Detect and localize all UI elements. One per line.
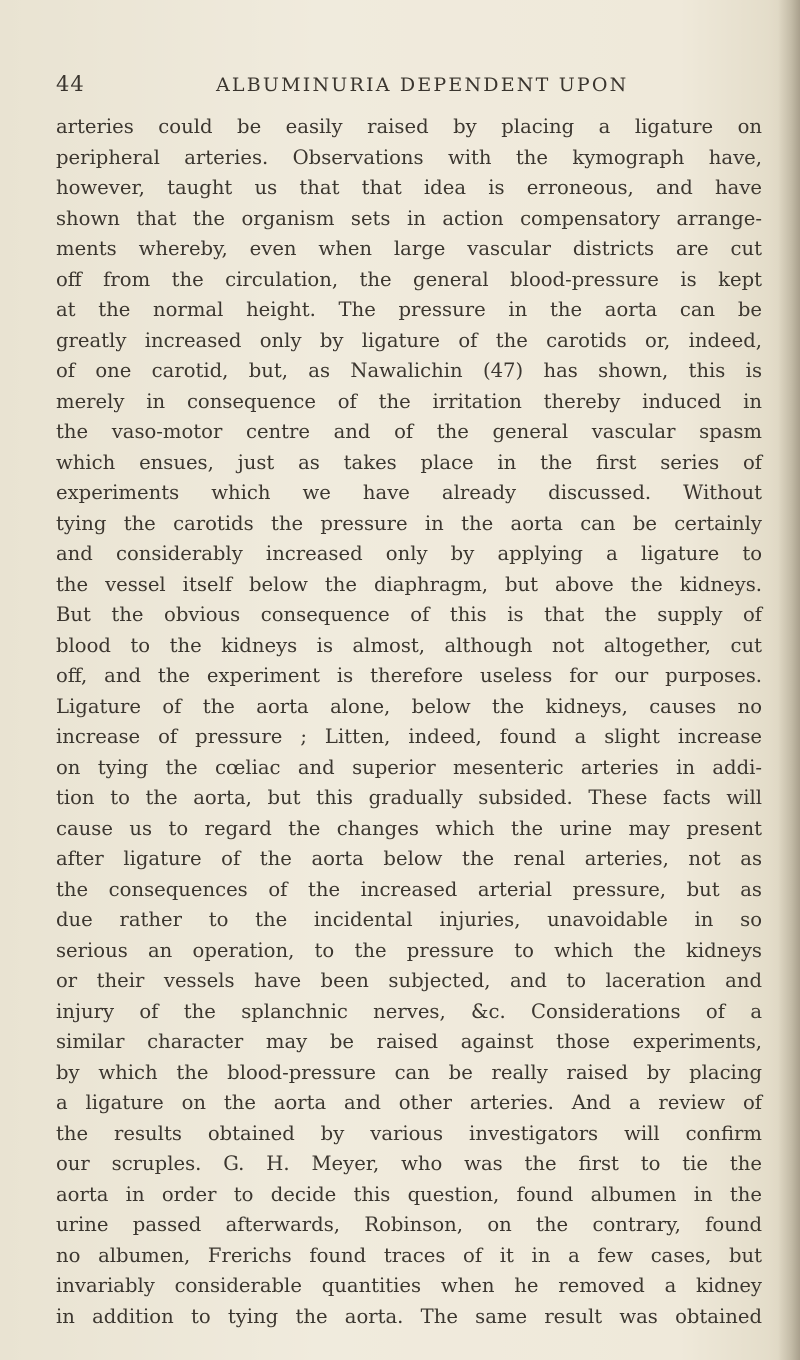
text-line: due rather to the incidental injuries, unavoidable in so <box>56 908 762 931</box>
running-head: ALBUMINURIA DEPENDENT UPON <box>216 74 629 96</box>
text-line: on tying the cœliac and superior mesenteric arteries in addi- <box>56 755 762 779</box>
page-edge-shadow <box>778 0 800 1360</box>
text-line: injury of the splanchnic nerves, &c. Considerations of a <box>56 999 762 1023</box>
text-line: merely in consequence of the irritation thereby induced in <box>56 389 762 413</box>
text-line: experiments which we have already discussed. Without <box>56 481 762 504</box>
text-line: invariably considerable quantities when he removed a kidney <box>56 1274 762 1297</box>
text-line: a ligature on the aorta and other arteries. And a review of <box>56 1091 762 1114</box>
text-line: aorta in order to decide this question, found albumen in the <box>56 1182 762 1206</box>
text-line: shown that the organism sets in action compensatory arrange- <box>56 206 762 230</box>
text-line: Ligature of the aorta alone, below the kidneys, causes no <box>56 694 762 718</box>
text-line: in addition to tying the aorta. The same result was obtained <box>56 1304 762 1328</box>
text-line: which ensues, just as takes place in the first series of <box>56 450 762 474</box>
text-line: the consequences of the increased arterial pressure, but as <box>56 877 762 901</box>
text-line: similar character may be raised against those experiments, <box>56 1030 762 1053</box>
text-line: increase of pressure ; Litten, indeed, found a slight increase <box>56 725 762 748</box>
text-line: ments whereby, even when large vascular districts are cut <box>56 237 762 260</box>
text-line: of one carotid, but, as Nawalichin (47) has shown, this is <box>56 359 762 382</box>
text-line: or their vessels have been subjected, and to laceration and <box>56 969 762 992</box>
text-line: and considerably increased only by applying a ligature to <box>56 542 762 565</box>
text-line: at the normal height. The pressure in the aorta can be <box>56 298 762 321</box>
text-line: the vaso-motor centre and of the general vascular spasm <box>56 420 762 443</box>
text-line: off, and the experiment is therefore useless for our purposes. <box>56 664 762 687</box>
text-line: urine passed afterwards, Robinson, on the contrary, found <box>56 1213 762 1236</box>
text-line: peripheral arteries. Observations with the kymograph have, <box>56 145 762 169</box>
text-line: after ligature of the aorta below the renal arteries, not as <box>56 847 762 870</box>
text-line: tying the carotids the pressure in the aorta can be certainly <box>56 511 762 535</box>
text-line: our scruples. G. H. Meyer, who was the first to tie the <box>56 1152 762 1175</box>
text-line: greatly increased only by ligature of the carotids or, indeed, <box>56 328 762 352</box>
text-line: blood to the kidneys is almost, although not altogether, cut <box>56 633 762 657</box>
page-header <box>56 72 756 102</box>
text-line: no albumen, Frerichs found traces of it in a few cases, but <box>56 1243 762 1267</box>
text-line: serious an operation, to the pressure to which the kidneys <box>56 938 762 962</box>
page-number: 44 <box>56 72 85 96</box>
text-line: however, taught us that that idea is erroneous, and have <box>56 176 762 199</box>
body-text <box>56 112 762 1332</box>
text-line: tion to the aorta, but this gradually subsided. These facts will <box>56 786 762 809</box>
text-line: cause us to regard the changes which the urine may present <box>56 816 762 840</box>
text-line: off from the circulation, the general blood-pressure is kept <box>56 267 762 291</box>
text-line: the results obtained by various investigators will confirm <box>56 1121 762 1145</box>
text-line: by which the blood-pressure can be really raised by placing <box>56 1060 762 1084</box>
text-line: the vessel itself below the diaphragm, but above the kidneys. <box>56 572 762 596</box>
text-line: arteries could be easily raised by placing a ligature on <box>56 115 762 138</box>
text-line: But the obvious consequence of this is that the supply of <box>56 603 762 626</box>
